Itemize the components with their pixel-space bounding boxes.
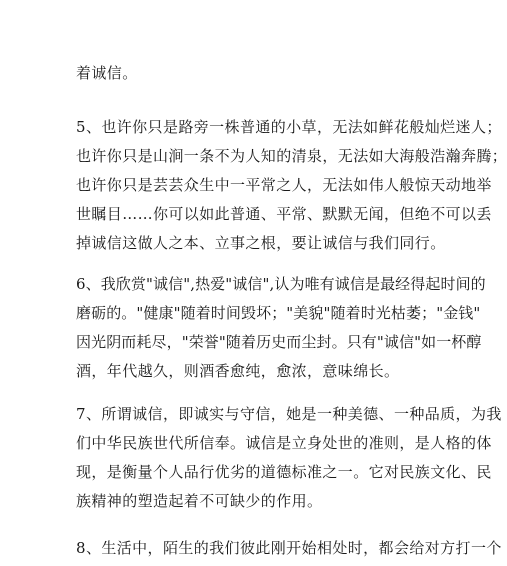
paragraph-6-line-3: 因光阴而耗尽，"荣誉"随着历史而尘封。只有"诚信"如一杯醇: [76, 333, 482, 351]
paragraph-5-line-5: 掉诚信这做人之本、立事之根，要让诚信与我们同行。: [76, 234, 446, 252]
paragraph-7-line-4: 族精神的塑造起着不可缺少的作用。: [76, 492, 323, 510]
paragraph-5-line-2: 也许你只是山涧一条不为人知的清泉，无法如大海般浩瀚奔腾；: [76, 147, 507, 165]
paragraph-7-line-1: 7、所谓诚信，即诚实与守信，她是一种美德、一种品质，为我: [76, 405, 502, 423]
paragraph-8-line-1: 8、生活中，陌生的我们彼此刚开始相处时，都会给对方打一个: [76, 539, 502, 557]
paragraph-4-line-5: 着诚信。: [76, 64, 138, 82]
paragraph-6-line-1: 6、我欣赏"诚信",热爱"诚信",认为唯有诚信是最经得起时间的: [76, 275, 486, 293]
paragraph-7-line-3: 现，是衡量个人品行优劣的道德标准之一。它对民族文化、民: [76, 463, 492, 481]
paragraph-6-line-4: 酒，年代越久，则酒香愈纯，愈浓，意味绵长。: [76, 362, 400, 380]
paragraph-7-line-2: 们中华民族世代所信奉。诚信是立身处世的准则，是人格的体: [76, 434, 492, 452]
paragraph-5-line-3: 也许你只是芸芸众生中一平常之人，无法如伟人般惊天动地举: [76, 176, 492, 194]
paragraph-5-line-4: 世瞩目……你可以如此普通、平常、默默无闻，但绝不可以丢: [76, 205, 492, 223]
paragraph-6-line-2: 磨砺的。"健康"随着时间毁坏；"美貌"随着时光枯萎；"金钱": [76, 304, 481, 322]
paragraph-5-line-1: 5、也许你只是路旁一株普通的小草，无法如鲜花般灿烂迷人；: [76, 118, 502, 136]
